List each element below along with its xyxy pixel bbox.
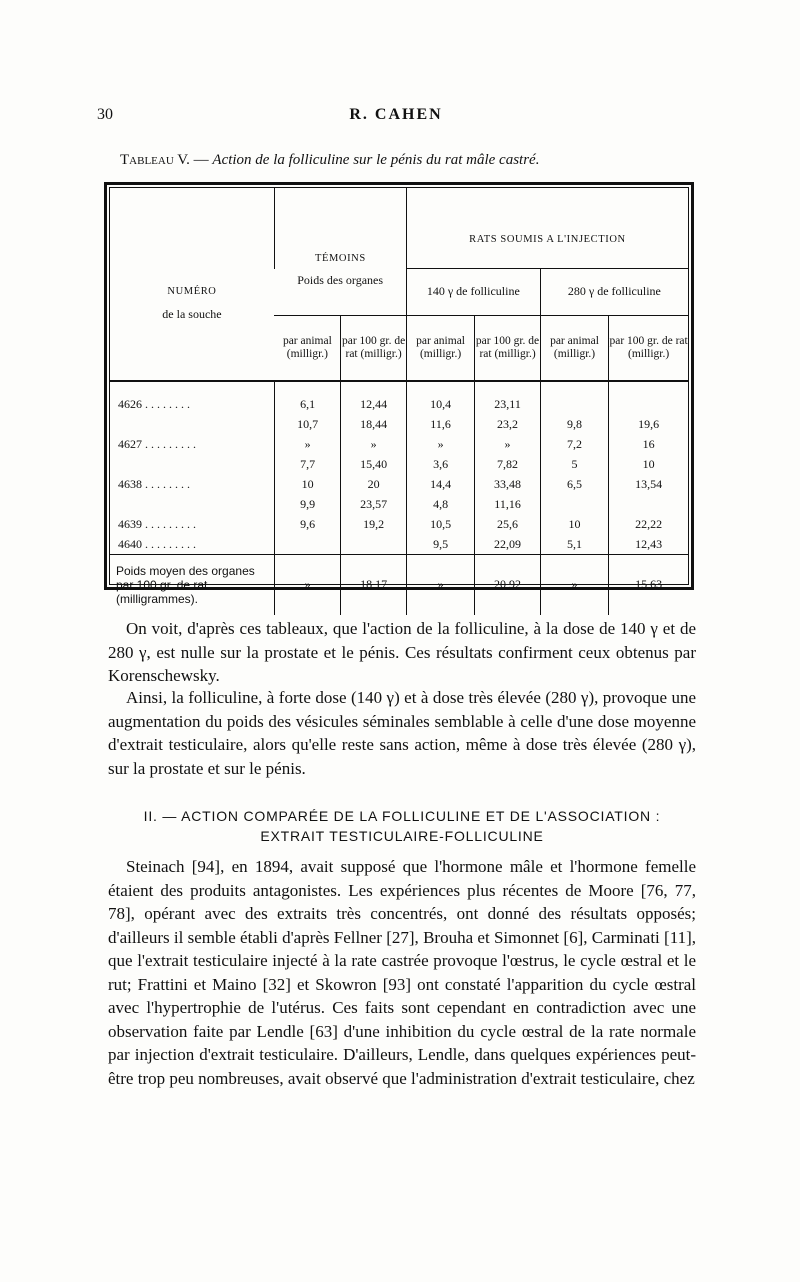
page-number: 30 xyxy=(97,106,113,123)
summary-value: 20,92 xyxy=(475,554,541,615)
header-poids-organes: Poids des organes xyxy=(297,272,384,287)
header-dose-140: 140 γ de folliculine xyxy=(406,269,540,316)
running-head: R. CAHEN xyxy=(349,106,443,123)
sub-140-animal: par animal (milligr.) xyxy=(406,315,474,381)
caption-dash: — xyxy=(189,152,213,168)
summary-value: » xyxy=(274,554,340,615)
paragraph-3: Steinach [94], en 1894, avait supposé que l'hormone mâle et l'hormone femelle étaient des produits antagonistes. Les expériences plus récentes de Moore [76, 77, 78], opérant avec des extraits très concentrés, ont donné des résultats opposés; d'ailleurs il semble établi d'après Fellner [27], Brouha et Simonnet [6], Carminati [11], que l'extrait testiculaire injecté à la rate castrée provoque l'œstrus, le cycle œstral et le rut; Frattini et Maino [32] et Skowron [93] ont constaté l'apparition du cycle œstral avec l'hypertrophie de l'utérus. Ces faits sont cependant en contradiction avec une observation faite par Lendle [63] d'une inhibition du cycle œstral de la rate normale par injection d'extrait testiculaire. D'ailleurs, Lendle, dans quelques expériences peut-être trop peu nombreuses, avait observé que l'administration d'extrait testiculaire, chez xyxy=(108,857,696,1088)
caption-label: Tableau V. xyxy=(120,152,190,168)
temoins-animal-column: 6,1 10,7 » 7,7 10 9,9 9,6 xyxy=(274,381,340,555)
r280-100-column: 19,6 16 10 13,54 22,22 12,43 xyxy=(609,381,688,555)
sub-temoins-100: par 100 gr. de rat (milligr.) xyxy=(341,315,407,381)
header-temoins: TÉMOINS xyxy=(274,188,406,269)
summary-label: Poids moyen des organes par 100 gr. de rat (milligrammes). xyxy=(110,554,274,615)
table-caption xyxy=(120,152,720,169)
r140-animal-column: 10,4 11,6 » 3,6 14,4 4,8 10,5 9,5 xyxy=(406,381,474,555)
sub-temoins-animal: par animal (milligr.) xyxy=(274,315,340,381)
header-dose-280: 280 γ de folliculine xyxy=(540,269,688,316)
paragraph-2: Ainsi, la folliculine, à forte dose (140 γ) et à dose très élevée (280 γ), provoque une augmentation du poids des vésicules séminales semblable à celle d'une dose moyenne d'extrait testiculaire, alors qu'elle reste sans action, même à dose très élevée (280 γ), sur la prostate et sur le pénis. xyxy=(108,688,696,778)
summary-value: » xyxy=(406,554,474,615)
sub-280-animal: par animal (milligr.) xyxy=(540,315,608,381)
paragraph-1: On voit, d'après ces tableaux, que l'action de la folliculine, à la dose de 140 γ et de 280 γ, est nulle sur la prostate et le pénis. Ces résultats confirment ceux obtenus par Korenschewsky. xyxy=(108,619,696,685)
sub-140-100: par 100 gr. de rat (milligr.) xyxy=(475,315,541,381)
summary-value: 15,63 xyxy=(609,554,688,615)
table-data-row xyxy=(110,381,688,555)
souche-column: 4626 . . . . . . . . 4627 . . . . . . . . . 4638 . . . . . . . . 4639 . . . . . . . . . 4640 . . . . . . . . . xyxy=(110,381,274,555)
summary-row xyxy=(110,554,688,615)
r280-animal-column: 9,8 7,2 5 6,5 10 5,1 xyxy=(540,381,608,555)
r140-100-column: 23,11 23,2 » 7,82 33,48 11,16 25,6 22,09 xyxy=(475,381,541,555)
data-table xyxy=(110,188,688,615)
summary-value: » xyxy=(540,554,608,615)
sub-280-100: par 100 gr. de rat (milligr.) xyxy=(609,315,688,381)
header-rats-soumis: RATS SOUMIS A L'INJECTION xyxy=(406,188,688,269)
header-numero: NUMÉRO de la souche xyxy=(162,285,222,321)
summary-value: 18,17 xyxy=(341,554,407,615)
caption-title: Action de la folliculine sur le pénis du rat mâle castré. xyxy=(212,152,540,168)
data-table-frame xyxy=(104,182,694,606)
temoins-100-column: 12,44 18,44 » 15,40 20 23,57 19,2 xyxy=(341,381,407,555)
page-header xyxy=(97,106,695,128)
section-title: II. — ACTION COMPARÉE DE LA FOLLICULINE ET DE L'ASSOCIATION : EXTRAIT TESTICULAIRE-FOLLICULINE xyxy=(143,808,661,844)
